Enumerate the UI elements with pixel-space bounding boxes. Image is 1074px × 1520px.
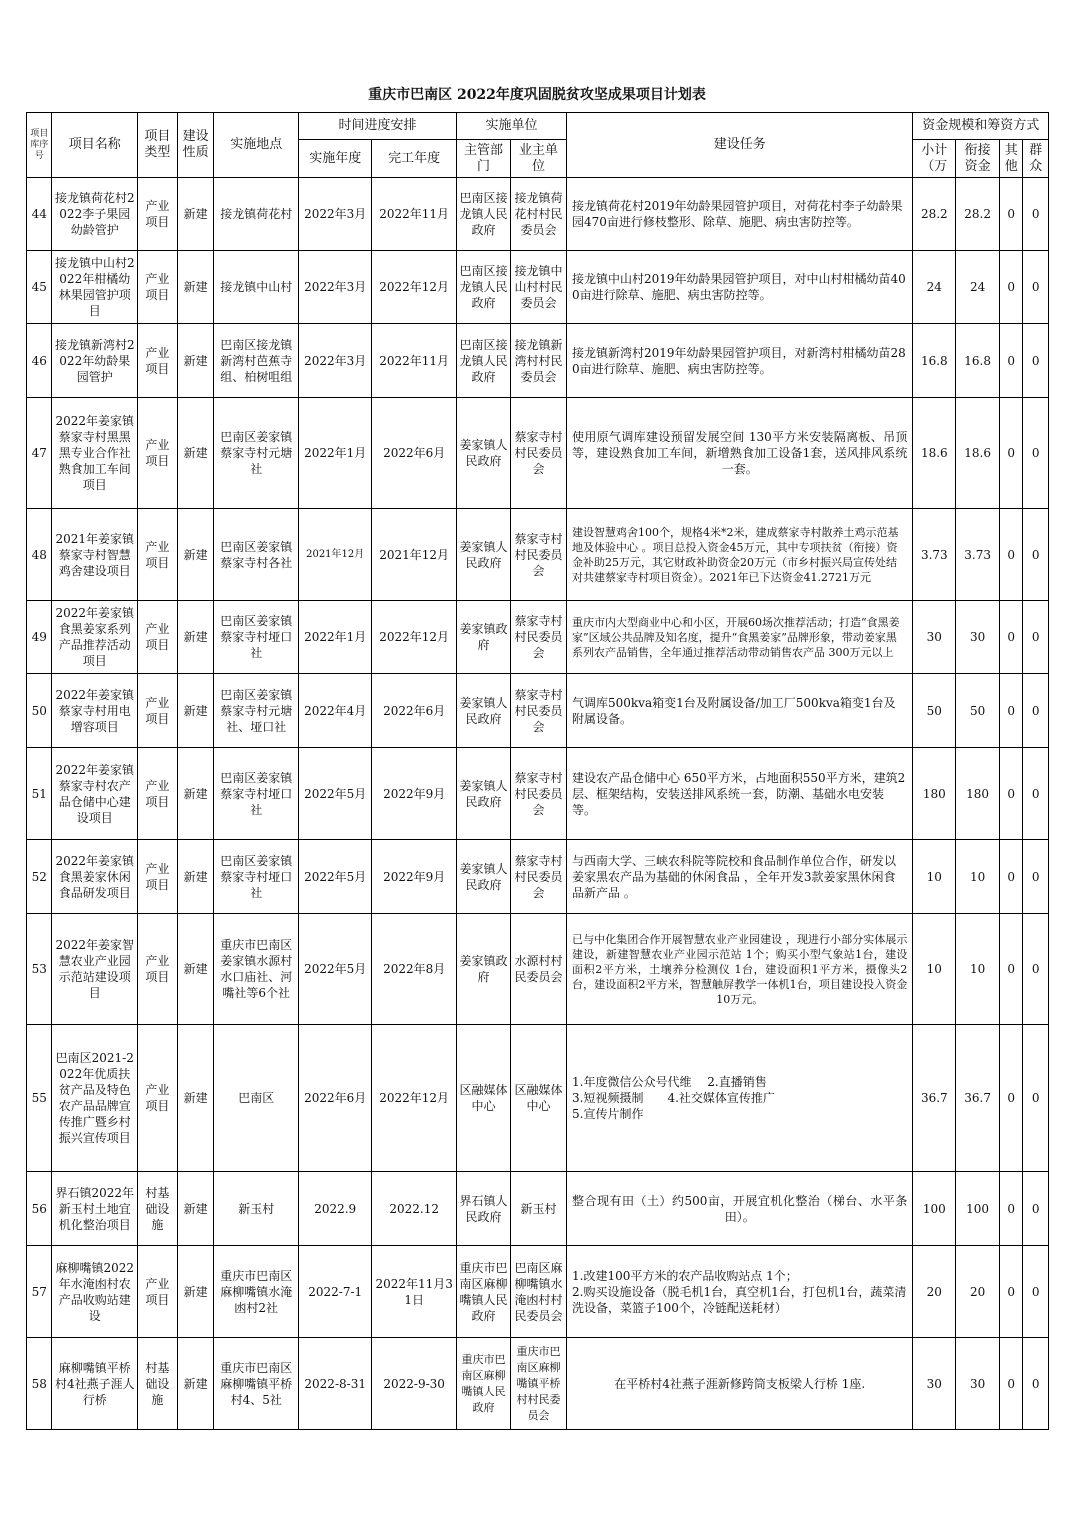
cell-end: 2022年11月 — [372, 324, 457, 398]
cell-end: 2022年6月 — [372, 674, 457, 748]
cell-name: 2022年姜家镇食黑姜家休闲食品研发项目 — [52, 840, 138, 914]
header-nature: 建设性质 — [177, 113, 214, 178]
cell-dept: 姜家镇人民政府 — [456, 509, 510, 601]
cell-location: 巴南区姜家镇蔡家寺村垭口社 — [214, 748, 299, 840]
cell-id: 49 — [27, 601, 52, 674]
cell-type: 产业项目 — [138, 509, 178, 601]
cell-id: 53 — [27, 914, 52, 1025]
cell-other: 0 — [1000, 840, 1023, 914]
cell-linkage: 28.2 — [956, 178, 1000, 251]
page-title: 重庆市巴南区 2022年度巩固脱贫攻坚成果项目计划表 — [368, 87, 706, 103]
cell-linkage: 24 — [956, 251, 1000, 324]
cell-task: 在平桥村4社燕子涯新修跨筒支板梁人行桥 1座. — [567, 1338, 913, 1430]
table-row — [27, 178, 1049, 251]
table-row — [27, 509, 1049, 601]
cell-end: 2022年12月 — [372, 1025, 457, 1172]
header-end: 完工年度 — [372, 140, 457, 178]
cell-id: 51 — [27, 748, 52, 840]
cell-public: 0 — [1023, 251, 1049, 324]
cell-task: 与西南大学、三峡农科院等院校和食品制作单位合作，研发以姜家黑农产品为基础的休闲食品 ，全年开发3款姜家黑休闲食品新产品 。 — [567, 840, 913, 914]
cell-subtotal: 50 — [913, 674, 956, 748]
cell-task: 接龙镇中山村2019年幼龄果园管护项目，对中山村柑橘幼苗400亩进行除草、施肥、病虫害防控等。 — [567, 251, 913, 324]
cell-task: 1.改建100平方米的农产品收购站点 1个； 2.购买设施设备（脱毛机1台，真空机1台，打包机1台，蔬菜清洗设备，菜篮子100个，冷链配送耗材） — [567, 1246, 913, 1338]
cell-linkage: 30 — [956, 601, 1000, 674]
cell-nature: 新建 — [177, 251, 214, 324]
cell-other: 0 — [1000, 324, 1023, 398]
cell-nature: 新建 — [177, 840, 214, 914]
cell-linkage: 3.73 — [956, 509, 1000, 601]
cell-owner: 蔡家寺村村民委员会 — [510, 840, 566, 914]
table-row — [27, 601, 1049, 674]
table-row — [27, 1172, 1049, 1246]
cell-owner: 蔡家寺村村民委员会 — [510, 509, 566, 601]
cell-public: 0 — [1023, 674, 1049, 748]
cell-public: 0 — [1023, 178, 1049, 251]
cell-owner: 蔡家寺村村民委员会 — [510, 398, 566, 509]
cell-linkage: 180 — [956, 748, 1000, 840]
cell-task: 整合现有田（土）约500亩，开展宜机化整治（梯台、水平条田）。 — [567, 1172, 913, 1246]
header-funds: 资金规模和筹资方式 — [913, 113, 1049, 140]
cell-dept: 重庆市巴南区麻柳嘴镇人民政府 — [456, 1338, 510, 1430]
cell-location: 重庆市巴南区姜家镇水源村水口庙社、河嘴社等6个社 — [214, 914, 299, 1025]
cell-subtotal: 24 — [913, 251, 956, 324]
cell-start: 2022年5月 — [299, 748, 372, 840]
cell-location: 巴南区姜家镇蔡家寺村各社 — [214, 509, 299, 601]
cell-owner: 重庆市巴南区麻柳嘴镇平桥村村民委员会 — [510, 1338, 566, 1430]
table-row — [27, 251, 1049, 324]
cell-linkage: 10 — [956, 840, 1000, 914]
cell-start: 2022年3月 — [299, 178, 372, 251]
cell-id: 58 — [27, 1338, 52, 1430]
cell-start: 2022年3月 — [299, 251, 372, 324]
cell-other: 0 — [1000, 509, 1023, 601]
cell-id: 46 — [27, 324, 52, 398]
cell-type: 产业项目 — [138, 1025, 178, 1172]
cell-public: 0 — [1023, 1172, 1049, 1246]
cell-name: 接龙镇中山村2022年柑橘幼林果园管护项目 — [52, 251, 138, 324]
cell-type: 产业项目 — [138, 398, 178, 509]
cell-end: 2022年6月 — [372, 398, 457, 509]
cell-other: 0 — [1000, 1246, 1023, 1338]
header-other: 其他 — [1000, 140, 1023, 178]
cell-nature: 新建 — [177, 1172, 214, 1246]
cell-name: 2021年姜家镇蔡家寺村智慧鸡舍建设项目 — [52, 509, 138, 601]
cell-location: 接龙镇荷花村 — [214, 178, 299, 251]
cell-public: 0 — [1023, 748, 1049, 840]
cell-linkage: 10 — [956, 914, 1000, 1025]
cell-location: 巴南区姜家镇蔡家寺村元塘社、垭口社 — [214, 674, 299, 748]
cell-name: 麻柳嘴镇2022年水淹凼村农产品收购站建设 — [52, 1246, 138, 1338]
cell-name: 2022年姜家镇食黑姜家系列产品推荐活动项目 — [52, 601, 138, 674]
table-row — [27, 674, 1049, 748]
cell-type: 村基础设施 — [138, 1338, 178, 1430]
cell-owner: 接龙镇新湾村村民委员会 — [510, 324, 566, 398]
header-linkage: 衔接资金 — [956, 140, 1000, 178]
cell-subtotal: 28.2 — [913, 178, 956, 251]
header-id: 项目库序号 — [27, 113, 52, 178]
cell-nature: 新建 — [177, 674, 214, 748]
cell-start: 2022年1月 — [299, 398, 372, 509]
cell-public: 0 — [1023, 509, 1049, 601]
header-subtotal: 小计（万 — [913, 140, 956, 178]
cell-nature: 新建 — [177, 398, 214, 509]
cell-linkage: 16.8 — [956, 324, 1000, 398]
cell-subtotal: 3.73 — [913, 509, 956, 601]
cell-type: 产业项目 — [138, 840, 178, 914]
cell-subtotal: 18.6 — [913, 398, 956, 509]
cell-linkage: 50 — [956, 674, 1000, 748]
cell-start: 2022年5月 — [299, 914, 372, 1025]
cell-start: 2022.9 — [299, 1172, 372, 1246]
cell-task: 1.年度微信公众号代维 2.直播销售 3.短视频摄制 4.社交媒体宣传推广 5.宣传片制作 — [567, 1025, 913, 1172]
cell-name: 2022年姜家镇蔡家寺村农产品仓储中心建设项目 — [52, 748, 138, 840]
cell-nature: 新建 — [177, 178, 214, 251]
cell-name: 麻柳嘴镇平桥村4社燕子涯人行桥 — [52, 1338, 138, 1430]
cell-owner: 接龙镇荷花村村民委员会 — [510, 178, 566, 251]
cell-task: 已与中化集团合作开展智慧农业产业园建设 ，现进行小部分实体展示建设，新建智慧农业产业园示范站 1个；购买小型气象站1台，建设面积2平方米，土壤养分检测仪 1台，建设面积1平方米，摄像头2台，建设面积2平方米，智慧触屏教学一体机1台，项目建设投入资金10万元。 — [567, 914, 913, 1025]
cell-type: 产业项目 — [138, 178, 178, 251]
cell-name: 2022年姜家镇蔡家寺村用电增容项目 — [52, 674, 138, 748]
cell-public: 0 — [1023, 1246, 1049, 1338]
cell-nature: 新建 — [177, 324, 214, 398]
cell-dept: 重庆市巴南区麻柳嘴镇人民政府 — [456, 1246, 510, 1338]
cell-task: 使用原气调库建设预留发展空间 130平方米安装隔离板、吊顶等，建设熟食加工车间，新增熟食加工设备1套，送风排风系统一套。 — [567, 398, 913, 509]
cell-id: 44 — [27, 178, 52, 251]
cell-start: 2022年6月 — [299, 1025, 372, 1172]
cell-task: 重庆市内大型商业中心和小区，开展60场次推荐活动；打造“食黑姜家”区域公共品牌及知名度，提升“食黑姜家”品牌形象，带动姜家黑系列农产品销售，全年通过推荐活动带动销售农产品 300万元以上 — [567, 601, 913, 674]
cell-end: 2022年11月31日 — [372, 1246, 457, 1338]
cell-dept: 巴南区接龙镇人民政府 — [456, 251, 510, 324]
cell-start: 2022年5月 — [299, 840, 372, 914]
cell-type: 产业项目 — [138, 914, 178, 1025]
cell-owner: 新玉村 — [510, 1172, 566, 1246]
cell-linkage: 30 — [956, 1338, 1000, 1430]
cell-type: 产业项目 — [138, 1246, 178, 1338]
cell-other: 0 — [1000, 914, 1023, 1025]
cell-id: 48 — [27, 509, 52, 601]
cell-start: 2022年3月 — [299, 324, 372, 398]
cell-dept: 巴南区接龙镇人民政府 — [456, 324, 510, 398]
cell-other: 0 — [1000, 178, 1023, 251]
cell-id: 55 — [27, 1025, 52, 1172]
cell-end: 2022年12月 — [372, 601, 457, 674]
header-unit: 实施单位 — [456, 113, 566, 140]
cell-id: 57 — [27, 1246, 52, 1338]
cell-start: 2021年12月 — [299, 509, 372, 601]
cell-owner: 水源村村民委员会 — [510, 914, 566, 1025]
table-row — [27, 748, 1049, 840]
cell-public: 0 — [1023, 1338, 1049, 1430]
cell-owner: 蔡家寺村村民委员会 — [510, 748, 566, 840]
cell-public: 0 — [1023, 398, 1049, 509]
cell-nature: 新建 — [177, 509, 214, 601]
cell-owner: 蔡家寺村村民委员会 — [510, 601, 566, 674]
cell-other: 0 — [1000, 251, 1023, 324]
cell-end: 2021年12月 — [372, 509, 457, 601]
cell-id: 45 — [27, 251, 52, 324]
cell-owner: 接龙镇中山村村民委员会 — [510, 251, 566, 324]
cell-nature: 新建 — [177, 1338, 214, 1430]
table-row — [27, 840, 1049, 914]
cell-name: 接龙镇荷花村2022李子果园幼龄管护 — [52, 178, 138, 251]
cell-dept: 界石镇人民政府 — [456, 1172, 510, 1246]
cell-subtotal: 36.7 — [913, 1025, 956, 1172]
cell-other: 0 — [1000, 1172, 1023, 1246]
cell-name: 界石镇2022年新玉村土地宜机化整治项目 — [52, 1172, 138, 1246]
header-location: 实施地点 — [214, 113, 299, 178]
cell-linkage: 18.6 — [956, 398, 1000, 509]
cell-other: 0 — [1000, 398, 1023, 509]
cell-id: 50 — [27, 674, 52, 748]
cell-start: 2022年1月 — [299, 601, 372, 674]
cell-subtotal: 10 — [913, 840, 956, 914]
cell-location: 巴南区姜家镇蔡家寺村垭口社 — [214, 601, 299, 674]
cell-subtotal: 16.8 — [913, 324, 956, 398]
header-dept: 主管部门 — [456, 140, 510, 178]
cell-nature: 新建 — [177, 748, 214, 840]
cell-name: 巴南区2021-2022年优质扶贫产品及特色农产品品牌宣传推广暨乡村振兴宣传项目 — [52, 1025, 138, 1172]
cell-public: 0 — [1023, 1025, 1049, 1172]
cell-type: 产业项目 — [138, 601, 178, 674]
cell-end: 2022-9-30 — [372, 1338, 457, 1430]
header-task: 建设任务 — [567, 113, 913, 178]
cell-type: 产业项目 — [138, 324, 178, 398]
cell-nature: 新建 — [177, 1246, 214, 1338]
cell-owner: 蔡家寺村村民委员会 — [510, 674, 566, 748]
cell-subtotal: 180 — [913, 748, 956, 840]
cell-owner: 区融媒体中心 — [510, 1025, 566, 1172]
cell-end: 2022.12 — [372, 1172, 457, 1246]
cell-dept: 姜家镇人民政府 — [456, 840, 510, 914]
cell-id: 56 — [27, 1172, 52, 1246]
cell-id: 47 — [27, 398, 52, 509]
cell-end: 2022年9月 — [372, 748, 457, 840]
cell-end: 2022年8月 — [372, 914, 457, 1025]
cell-dept: 姜家镇人民政府 — [456, 674, 510, 748]
cell-dept: 区融媒体中心 — [456, 1025, 510, 1172]
cell-end: 2022年12月 — [372, 251, 457, 324]
cell-public: 0 — [1023, 914, 1049, 1025]
cell-public: 0 — [1023, 840, 1049, 914]
cell-location: 巴南区 — [214, 1025, 299, 1172]
cell-task: 建设智慧鸡舍100个，规格4米*2米，建成蔡家寺村散养土鸡示范基地及体验中心 。项目总投入资金45万元，其中专项扶贫（衔接）资金补助25万元，其它财政补助资金20万元（市乡村振兴局宣传处结对共建蔡家寺村项目资金）。2021年已下达资金41.2721万元 — [567, 509, 913, 601]
header-start: 实施年度 — [299, 140, 372, 178]
cell-location: 新玉村 — [214, 1172, 299, 1246]
cell-location: 巴南区姜家镇蔡家寺村元塘社 — [214, 398, 299, 509]
cell-name: 接龙镇新湾村2022年幼龄果园管护 — [52, 324, 138, 398]
cell-type: 产业项目 — [138, 674, 178, 748]
cell-subtotal: 20 — [913, 1246, 956, 1338]
header-row-1 — [27, 113, 1049, 140]
cell-nature: 新建 — [177, 601, 214, 674]
cell-type: 村基础设施 — [138, 1172, 178, 1246]
cell-location: 重庆市巴南区麻柳嘴镇平桥村4、5社 — [214, 1338, 299, 1430]
cell-subtotal: 100 — [913, 1172, 956, 1246]
cell-type: 产业项目 — [138, 251, 178, 324]
cell-task: 气调库500kva箱变1台及附属设备/加工厂500kva箱变1台及附属设备。 — [567, 674, 913, 748]
cell-owner: 巴南区麻柳嘴镇水淹凼村村民委员会 — [510, 1246, 566, 1338]
cell-dept: 姜家镇政府 — [456, 601, 510, 674]
cell-other: 0 — [1000, 1025, 1023, 1172]
header-name: 项目名称 — [52, 113, 138, 178]
cell-linkage: 20 — [956, 1246, 1000, 1338]
cell-name: 2022年姜家镇蔡家寺村黑黑黑专业合作社熟食加工车间项目 — [52, 398, 138, 509]
cell-dept: 姜家镇人民政府 — [456, 398, 510, 509]
table-row — [27, 1246, 1049, 1338]
cell-type: 产业项目 — [138, 748, 178, 840]
cell-dept: 姜家镇人民政府 — [456, 748, 510, 840]
cell-other: 0 — [1000, 674, 1023, 748]
cell-nature: 新建 — [177, 1025, 214, 1172]
header-public: 群众 — [1023, 140, 1049, 178]
cell-task: 接龙镇新湾村2019年幼龄果园管护项目，对新湾村柑橘幼苗280亩进行除草、施肥、病虫害防控等。 — [567, 324, 913, 398]
table-row — [27, 1338, 1049, 1430]
cell-public: 0 — [1023, 324, 1049, 398]
project-plan-table — [26, 112, 1049, 1430]
cell-location: 巴南区接龙镇新湾村芭蕉寺组、柏树咀组 — [214, 324, 299, 398]
header-owner: 业主单位 — [510, 140, 566, 178]
cell-location: 接龙镇中山村 — [214, 251, 299, 324]
cell-other: 0 — [1000, 601, 1023, 674]
cell-id: 52 — [27, 840, 52, 914]
cell-start: 2022-7-1 — [299, 1246, 372, 1338]
cell-dept: 巴南区接龙镇人民政府 — [456, 178, 510, 251]
cell-subtotal: 30 — [913, 1338, 956, 1430]
table-row — [27, 324, 1049, 398]
table-row — [27, 398, 1049, 509]
header-type: 项目类型 — [138, 113, 178, 178]
cell-start: 2022年4月 — [299, 674, 372, 748]
cell-end: 2022年9月 — [372, 840, 457, 914]
cell-end: 2022年11月 — [372, 178, 457, 251]
cell-nature: 新建 — [177, 914, 214, 1025]
header-schedule: 时间进度安排 — [299, 113, 457, 140]
cell-location: 重庆市巴南区麻柳嘴镇水淹凼村2社 — [214, 1246, 299, 1338]
cell-location: 巴南区姜家镇蔡家寺村垭口社 — [214, 840, 299, 914]
cell-subtotal: 30 — [913, 601, 956, 674]
cell-task: 建设农产品仓储中心 650平方米，占地面积550平方米，建筑2层、框架结构，安装送排风系统一套，防潮、基础水电安装等。 — [567, 748, 913, 840]
cell-linkage: 36.7 — [956, 1025, 1000, 1172]
cell-task: 接龙镇荷花村2019年幼龄果园管护项目，对荷花村李子幼龄果园470亩进行修枝整形、除草、施肥、病虫害防控等。 — [567, 178, 913, 251]
cell-other: 0 — [1000, 748, 1023, 840]
cell-subtotal: 10 — [913, 914, 956, 1025]
cell-other: 0 — [1000, 1338, 1023, 1430]
cell-start: 2022-8-31 — [299, 1338, 372, 1430]
cell-name: 2022年姜家智慧农业产业园示范站建设项目 — [52, 914, 138, 1025]
table-row — [27, 1025, 1049, 1172]
table-row — [27, 914, 1049, 1025]
cell-dept: 姜家镇政府 — [456, 914, 510, 1025]
cell-public: 0 — [1023, 601, 1049, 674]
cell-linkage: 100 — [956, 1172, 1000, 1246]
